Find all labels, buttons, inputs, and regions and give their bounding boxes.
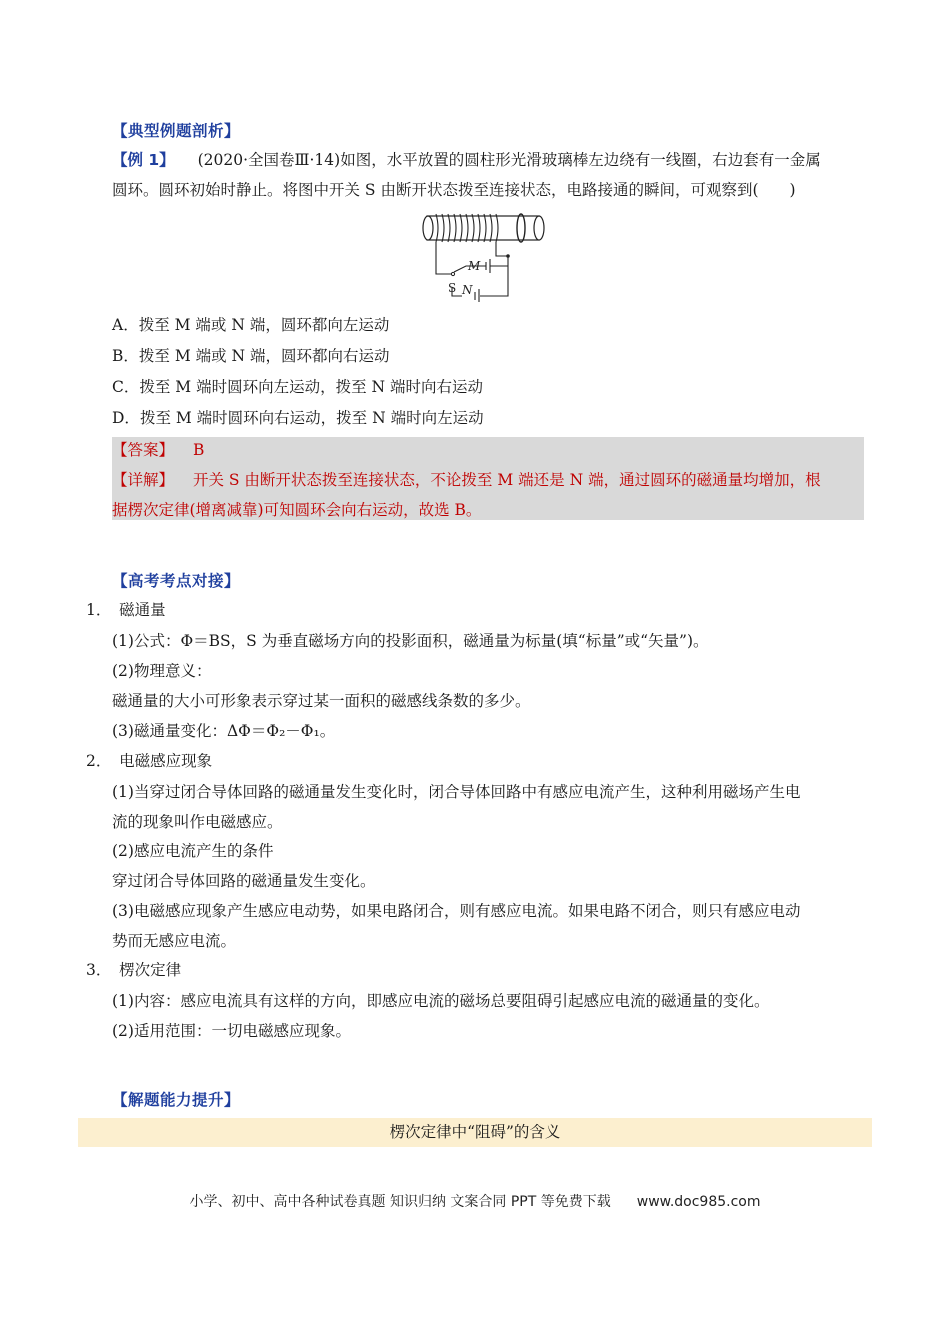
example-question-line-2: 圆环。圆环初始时静止。将图中开关 S 由断开状态拨至连接状态，电路接通的瞬间，可观察到( ) bbox=[112, 181, 796, 199]
point-2-b: (2)感应电流产生的条件 bbox=[112, 842, 274, 860]
switch-pivot bbox=[451, 272, 454, 275]
topic-bar: 楞次定律中“阻碍”的含义 bbox=[78, 1118, 872, 1147]
page-footer bbox=[0, 1191, 950, 1211]
junction-dot bbox=[506, 254, 510, 258]
option-c bbox=[112, 376, 483, 398]
option-b bbox=[112, 345, 390, 367]
point-1-title: 1． 磁通量 bbox=[86, 601, 166, 619]
point-1-b: (2)物理意义： bbox=[112, 662, 212, 680]
circuit-figure bbox=[420, 212, 552, 306]
label-m: M bbox=[468, 259, 481, 273]
answer-line bbox=[112, 439, 204, 461]
point-2-title: 2． 电磁感应现象 bbox=[86, 752, 213, 770]
detail-label: 【详解】 bbox=[112, 471, 175, 489]
option-a bbox=[112, 314, 389, 336]
option-b-text: 拨至 M 端或 N 端，圆环都向右运动 bbox=[138, 347, 390, 365]
answer-value: B bbox=[192, 441, 205, 459]
detail-text-2: 据楞次定律(增离减靠)可知圆环会向右运动，故选 B。 bbox=[112, 501, 482, 519]
rod-left-end bbox=[423, 216, 433, 240]
example-question-line-1: (2020·全国卷Ⅲ·14)如图，水平放置的圆柱形光滑玻璃棒左边绕有一线圈，右边套有一金属 bbox=[197, 151, 821, 169]
rod-right-end bbox=[534, 216, 544, 240]
answer-label: 【答案】 bbox=[112, 441, 175, 459]
point-1-c: (3)磁通量变化：ΔΦ＝Φ₂－Φ₁。 bbox=[112, 722, 336, 740]
detail-text-1: 开关 S 由断开状态拨至连接状态，不论拨至 M 端还是 N 端，通过圆环的磁通量均增加，根 bbox=[192, 471, 821, 489]
section-title-skills: 【解题能力提升】 bbox=[112, 1091, 241, 1109]
footer-url[interactable]: www.doc985.com bbox=[636, 1194, 761, 1210]
point-2-a2: 流的现象叫作电磁感应。 bbox=[112, 813, 283, 831]
option-d-label: D． bbox=[112, 409, 140, 427]
point-2-c2: 势而无感应电流。 bbox=[112, 932, 237, 950]
solenoid-circuit-diagram bbox=[420, 212, 552, 302]
label-n: N bbox=[462, 283, 473, 297]
section-title-points: 【高考考点对接】 bbox=[112, 572, 241, 590]
option-d-text: 拨至 M 端时圆环向右运动，拨至 N 端时向左运动 bbox=[139, 409, 484, 427]
detail-line-1 bbox=[112, 469, 821, 491]
point-2-b2: 穿过闭合导体回路的磁通量发生变化。 bbox=[112, 872, 376, 890]
example-label: 【例 1】 bbox=[112, 151, 175, 169]
option-d bbox=[112, 407, 484, 429]
point-1-a: (1)公式：Φ＝BS，S 为垂直磁场方向的投影面积，磁通量为标量(填“标量”或“矢量”)。 bbox=[112, 632, 709, 650]
example-line-1 bbox=[112, 149, 821, 171]
point-2-a1: (1)当穿过闭合导体回路的磁通量发生变化时，闭合导体回路中有感应电流产生，这种利用磁场产生电 bbox=[112, 783, 801, 801]
point-3-b: (2)适用范围：一切电磁感应现象。 bbox=[112, 1022, 351, 1040]
point-2-c1: (3)电磁感应现象产生感应电动势，如果电路闭合，则有感应电流。如果电路不闭合，则只有感应电动 bbox=[112, 902, 801, 920]
footer-text: 小学、初中、高中各种试卷真题 知识归纳 文案合同 PPT 等免费下载 bbox=[189, 1194, 611, 1210]
label-s: S bbox=[448, 281, 457, 295]
point-1-b2: 磁通量的大小可形象表示穿过某一面积的磁感线条数的多少。 bbox=[112, 692, 531, 710]
option-c-text: 拨至 M 端时圆环向左运动，拨至 N 端时向右运动 bbox=[139, 378, 484, 396]
option-b-label: B． bbox=[112, 347, 139, 365]
point-3-title: 3． 楞次定律 bbox=[86, 961, 182, 979]
point-3-a: (1)内容：感应电流具有这样的方向，即感应电流的磁场总要阻碍引起感应电流的磁通量的变化。 bbox=[112, 992, 770, 1010]
option-c-label: C． bbox=[112, 378, 140, 396]
option-a-label: A． bbox=[112, 316, 139, 334]
option-a-text: 拨至 M 端或 N 端，圆环都向左运动 bbox=[138, 316, 390, 334]
section-title-examples: 【典型例题剖析】 bbox=[112, 122, 241, 140]
